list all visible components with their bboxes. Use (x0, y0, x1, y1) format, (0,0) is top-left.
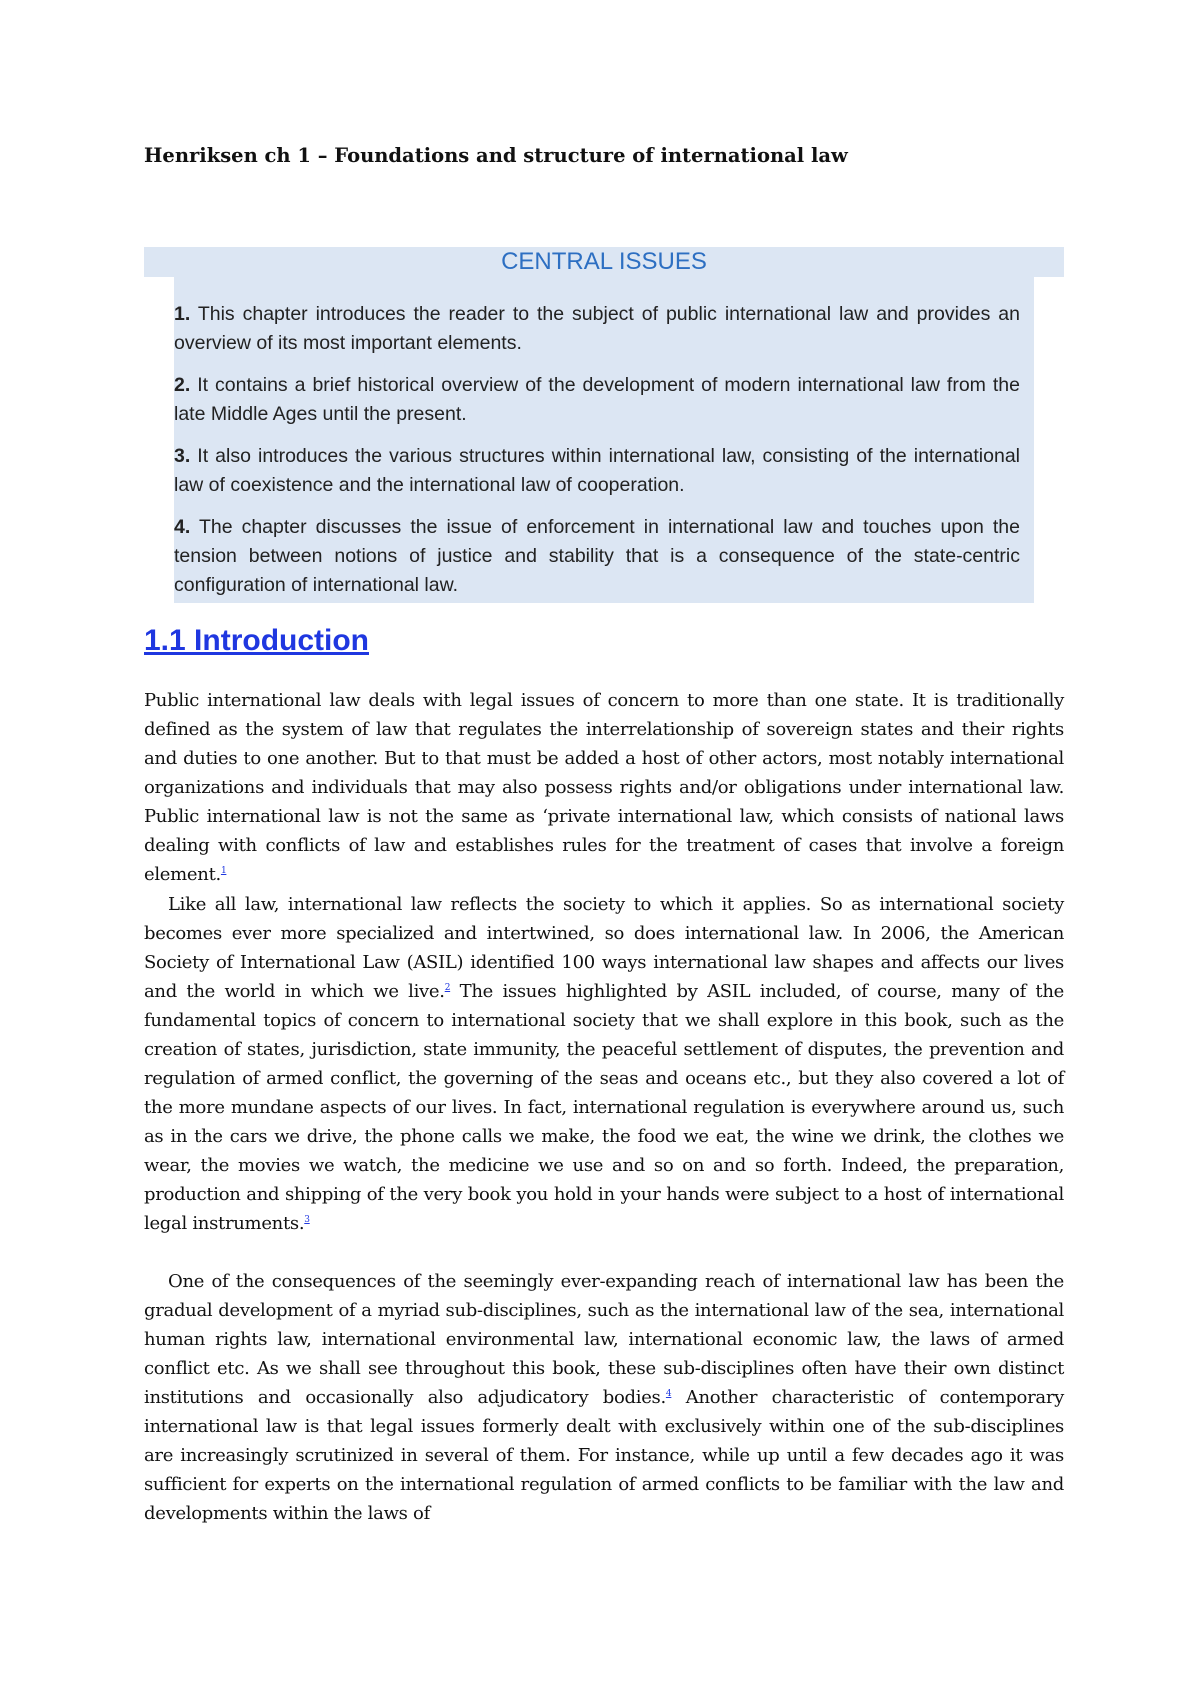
central-issue-item (174, 442, 1020, 500)
footnote-link[interactable]: 4 (665, 1389, 672, 1399)
issue-text: This chapter introduces the reader to the subject of public international law and provides an overview of its most important elements. (174, 303, 1020, 354)
central-issue-item (174, 300, 1020, 358)
issue-number: 3. (174, 445, 191, 467)
central-issues-heading: CENTRAL ISSUES (501, 248, 707, 275)
central-issue-item (174, 371, 1020, 429)
document-title: Henriksen ch 1 – Foundations and structure of international law (144, 144, 848, 167)
body-paragraph (144, 686, 1064, 889)
issue-text: It also introduces the various structures within international law, consisting of the international law of coexistence and the international law of cooperation. (174, 445, 1020, 496)
footnote-link[interactable]: 2 (444, 983, 451, 993)
section-heading-introduction[interactable]: 1.1 Introduction (144, 624, 369, 657)
body-paragraph (144, 890, 1064, 1238)
issue-text: It contains a brief historical overview of the development of modern international law from the late Middle Ages until the present. (174, 374, 1020, 425)
paragraph-text: Public international law deals with legal issues of concern to more than one state. It is traditionally defined as the system of law that regulates the interrelationship of sovereign states and their rights and duties to one another. But to that must be added a host of other actors, most notably international organizations and individuals that may also possess rights and/or obligations under international law. Public international law is not the same as ‘private international law, which consists of national laws dealing with conflicts of law and establishes rules for the treatment of cases that involve a foreign element. (144, 690, 1064, 885)
issue-text: The chapter discusses the issue of enforcement in international law and touches upon the tension between notions of justice and stability that is a consequence of the state-centric configuration of international law. (174, 516, 1020, 596)
paragraph-text: One of the consequences of the seemingly ever-expanding reach of international law has been the gradual development of a myriad sub-disciplines, such as the international law of the sea, international human rights law, international environmental law, international economic law, the laws of armed conflict etc. As we shall see throughout this book, these sub-disciplines often have their own distinct institutions and occasionally also adjudicatory bodies. (144, 1271, 1064, 1408)
central-issue-item (174, 513, 1020, 600)
central-issues-box (144, 247, 1064, 603)
body-paragraph (144, 1267, 1064, 1528)
issue-number: 1. (174, 303, 191, 325)
footnote-link[interactable]: 3 (304, 1215, 310, 1225)
paragraph-text: Like all law, international law reflects the society to which it applies. So as international society becomes ever more specialized and intertwined, so does international law. In 2006, the American Society of International Law (ASIL) identified 100 ways international law shapes and affects our lives and the world in which we live. (144, 894, 1064, 1002)
issue-number: 2. (174, 374, 191, 396)
footnote-link[interactable]: 1 (220, 866, 227, 876)
issue-number: 4. (174, 516, 191, 538)
paragraph-text: The issues highlighted by ASIL included, of course, many of the fundamental topics of concern to international society that we shall explore in this book, such as the creation of states, jurisdiction, state immunity, the peaceful settlement of disputes, the prevention and regulation of armed conflict, the governing of the seas and oceans etc., but they also covered a lot of the more mundane aspects of our lives. In fact, international regulation is everywhere around us, such as in the cars we drive, the phone calls we make, the food we eat, the wine we drink, the clothes we wear, the movies we watch, the medicine we use and so on and so forth. Indeed, the preparation, production and shipping of the very book you hold in your hands were subject to a host of international legal instruments. (144, 981, 1064, 1234)
paragraph-text: Another characteristic of contemporary international law is that legal issues formerly dealt with exclusively within one of the sub-disciplines are increasingly scrutinized in several of them. For instance, while up until a few decades ago it was sufficient for experts on the international regulation of armed conflicts to be familiar with the law and developments within the laws of (144, 1387, 1064, 1524)
